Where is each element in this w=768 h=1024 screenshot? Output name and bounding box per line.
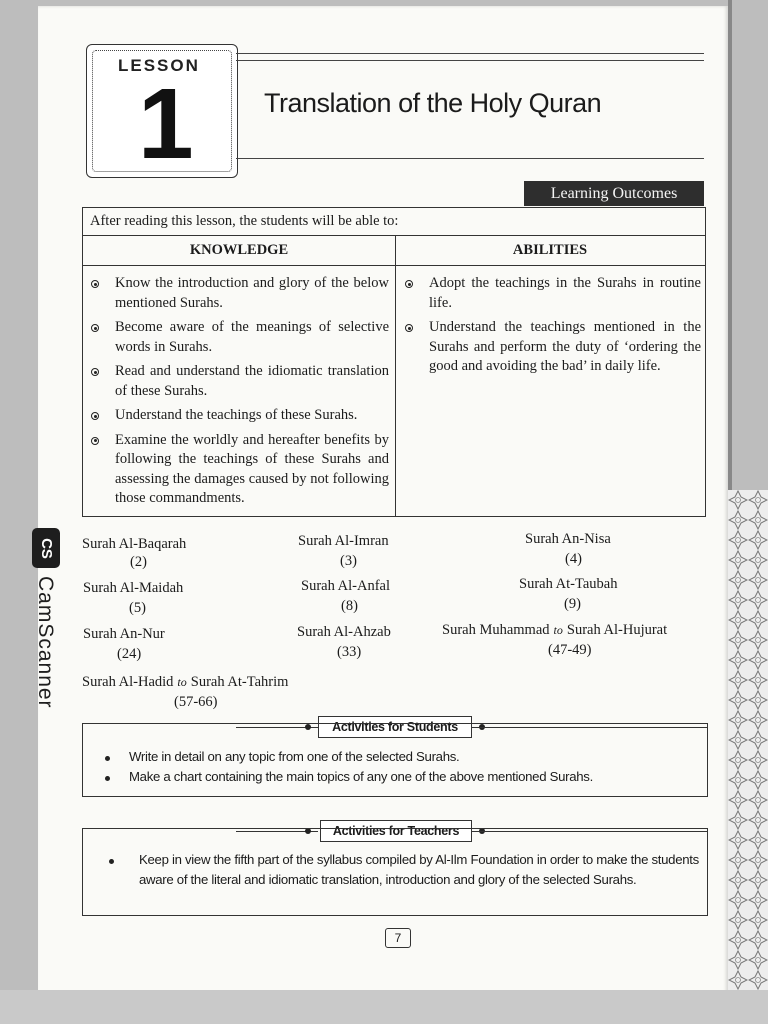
surah-item: Surah Al-Maidah (5) [83,580,184,616]
list-item: Examine the worldly and hereafter benefits by following the teachings of these Surahs and assessing the damages caused by not following those commandments. [83,431,389,509]
learning-outcomes-table [82,207,706,517]
surah-item: Surah At-Taubah (9) [519,576,618,612]
list-item: Keep in view the fifth part of the syllabus compiled by Al-Ilm Foundation in order to make the students aware of the literal and idiomatic translation, introduction and glory of the selected Surahs. [139,850,703,890]
bullet-icon [105,756,110,761]
activities-students-box [82,723,708,797]
student-activities-list [129,747,699,787]
activities-teachers-box [82,828,708,916]
bullet-icon [91,280,99,288]
list-item: Know the introduction and glory of the below mentioned Surahs. [83,274,389,313]
lesson-number: 1 [138,68,194,180]
list-item: Make a chart containing the main topics of any one of the above mentioned Surahs. [129,767,699,787]
list-item: Write in detail on any topic from one of the selected Surahs. [129,747,699,767]
knowledge-list [83,274,389,514]
bullet-icon [91,412,99,420]
title-bottom-rule [236,158,704,159]
bullet-icon [405,280,413,288]
list-item: Adopt the teachings in the Surahs in routine life. [397,274,701,313]
surah-item: Surah Al-Hadid to Surah At-Tahrim (57-66) [82,674,289,710]
camscanner-watermark [32,528,60,740]
bullet-icon [91,324,99,332]
title-top-rule [236,53,704,54]
activities-teachers-heading: Activities for Teachers [320,820,472,842]
surah-item: Surah Muhammad to Surah Al-Hujurat (47-49) [442,622,668,658]
list-item: Understand the teachings mentioned in the Surahs and perform the duty of ‘ordering the good and avoiding the bad’ in daily life. [397,318,701,377]
abilities-list [397,274,701,382]
title-top-rule-2 [236,60,704,61]
surah-item: Surah An-Nisa (4) [525,531,611,567]
surah-item: Surah Al-Baqarah (2) [82,536,187,570]
camscanner-logo-icon: CS [32,528,60,568]
activities-students-heading: Activities for Students [318,716,472,738]
lesson-label: LESSON [118,56,200,75]
bullet-icon [91,368,99,376]
column-divider [395,236,396,516]
page-number: 7 [385,928,411,948]
surah-item: Surah Al-Ahzab (33) [297,624,391,660]
abilities-heading: ABILITIES [395,236,705,266]
lesson-title: Translation of the Holy Quran [264,88,602,118]
bullet-icon [91,437,99,445]
knowledge-heading: KNOWLEDGE [83,236,395,266]
surah-item: Surah Al-Imran (3) [298,533,389,569]
camscanner-text: CamScanner [34,576,57,709]
outcomes-intro: After reading this lesson, the students will be able to: [83,208,705,236]
surah-item: Surah An-Nur (24) [83,626,165,662]
list-item: Read and understand the idiomatic translation of these Surahs. [83,362,389,401]
surah-item: Surah Al-Anfal (8) [301,578,390,614]
bullet-icon [105,776,110,781]
islamic-pattern-border [728,490,768,990]
bullet-icon [405,324,413,332]
bullet-icon [109,859,114,864]
learning-outcomes-badge: Learning Outcomes [524,181,704,206]
teacher-activities-list [139,850,703,890]
scan-bottom-strip [0,990,768,1024]
list-item: Become aware of the meanings of selective words in Surahs. [83,318,389,357]
list-item: Understand the teachings of these Surahs. [83,406,389,426]
